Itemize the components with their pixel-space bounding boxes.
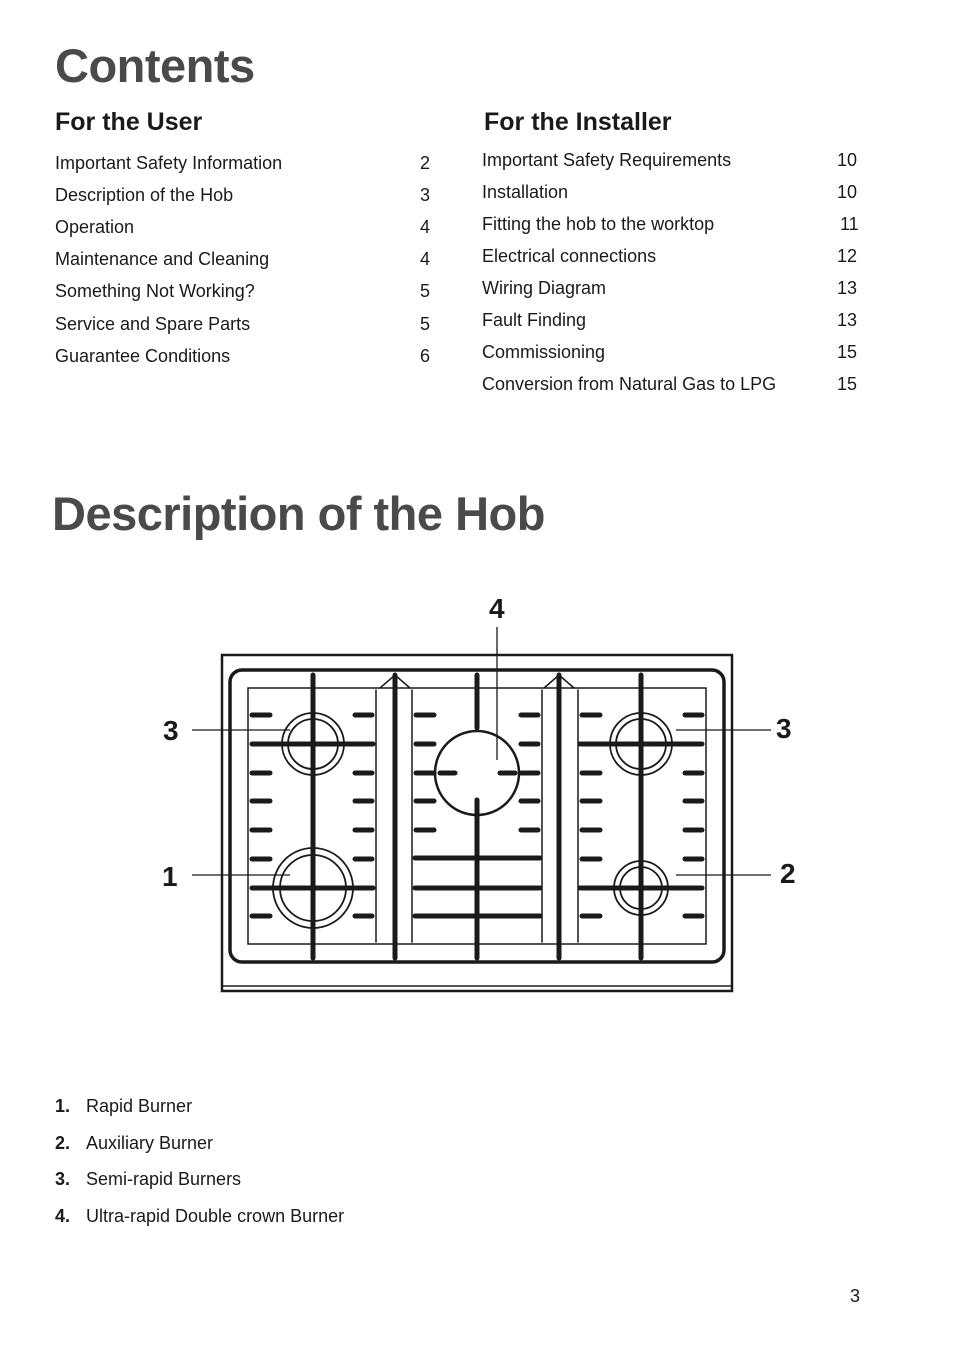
user-section-heading: For the User — [55, 108, 203, 136]
legend-number: 2. — [55, 1133, 71, 1153]
toc-item-label: Guarantee Conditions — [55, 346, 231, 366]
toc-item-label: Service and Spare Parts — [55, 314, 251, 334]
toc-item — [482, 278, 858, 299]
toc-item — [482, 374, 858, 395]
toc-item — [55, 281, 431, 302]
toc-item-page: 10 — [837, 182, 858, 202]
page-number: 3 — [850, 1286, 861, 1306]
toc-item-page: 10 — [837, 150, 858, 170]
toc-item — [55, 217, 431, 238]
toc-item-label: Something Not Working? — [55, 281, 255, 301]
toc-item-label: Maintenance and Cleaning — [55, 249, 270, 269]
toc-item-page: 4 — [420, 217, 431, 237]
legend-item — [55, 1133, 213, 1154]
toc-item-label: Installation — [482, 182, 569, 202]
toc-item-page: 13 — [837, 278, 858, 298]
hob-section-title: Description of the Hob — [52, 487, 545, 540]
legend-label: Rapid Burner — [86, 1096, 193, 1116]
toc-item-page: 13 — [837, 310, 858, 330]
toc-item-label: Fault Finding — [482, 310, 587, 330]
legend-item — [55, 1169, 241, 1190]
callout-3-left: 3 — [163, 715, 179, 746]
toc-item-label: Conversion from Natural Gas to LPG — [482, 374, 777, 394]
legend-item — [55, 1096, 192, 1117]
toc-item — [55, 249, 431, 270]
legend-label: Semi-rapid Burners — [86, 1169, 242, 1189]
toc-item-page: 15 — [837, 342, 858, 362]
legend-label: Auxiliary Burner — [86, 1133, 214, 1153]
contents-title: Contents — [55, 39, 255, 92]
toc-item — [482, 342, 858, 363]
legend-number: 4. — [55, 1206, 71, 1226]
toc-item-page: 5 — [420, 314, 431, 334]
toc-item-page: 15 — [837, 374, 858, 394]
toc-item-label: Wiring Diagram — [482, 278, 607, 298]
toc-item-page: 4 — [420, 249, 431, 269]
hob-diagram — [150, 585, 810, 1005]
legend-number: 3. — [55, 1169, 71, 1189]
toc-item — [55, 153, 431, 174]
toc-item-label: Fitting the hob to the worktop — [482, 214, 715, 234]
toc-item — [482, 214, 859, 235]
legend-number: 1. — [55, 1096, 71, 1116]
callout-3-right: 3 — [776, 713, 792, 744]
legend-item — [55, 1206, 344, 1227]
toc-item-page: 11 — [840, 214, 859, 234]
toc-item — [55, 185, 431, 206]
toc-item-label: Operation — [55, 217, 135, 237]
callout-1: 1 — [162, 861, 178, 892]
toc-item — [482, 150, 858, 171]
toc-item-page: 2 — [420, 153, 431, 173]
toc-item-label: Important Safety Information — [55, 153, 283, 173]
callout-leaders — [192, 627, 771, 875]
toc-item-page: 6 — [420, 346, 431, 366]
installer-section-heading: For the Installer — [484, 108, 672, 136]
callout-4: 4 — [489, 593, 505, 624]
toc-item — [482, 246, 858, 267]
toc-item-page: 5 — [420, 281, 431, 301]
callout-2: 2 — [780, 858, 796, 889]
toc-item-page: 3 — [420, 185, 431, 205]
toc-item — [482, 182, 858, 203]
legend-label: Ultra-rapid Double crown Burner — [86, 1206, 345, 1226]
toc-item — [55, 346, 431, 367]
toc-item-label: Commissioning — [482, 342, 606, 362]
toc-item-label: Description of the Hob — [55, 185, 234, 205]
toc-item-page: 12 — [837, 246, 858, 266]
toc-item-label: Important Safety Requirements — [482, 150, 732, 170]
toc-item — [55, 314, 431, 335]
toc-item — [482, 310, 858, 331]
toc-item-label: Electrical connections — [482, 246, 657, 266]
